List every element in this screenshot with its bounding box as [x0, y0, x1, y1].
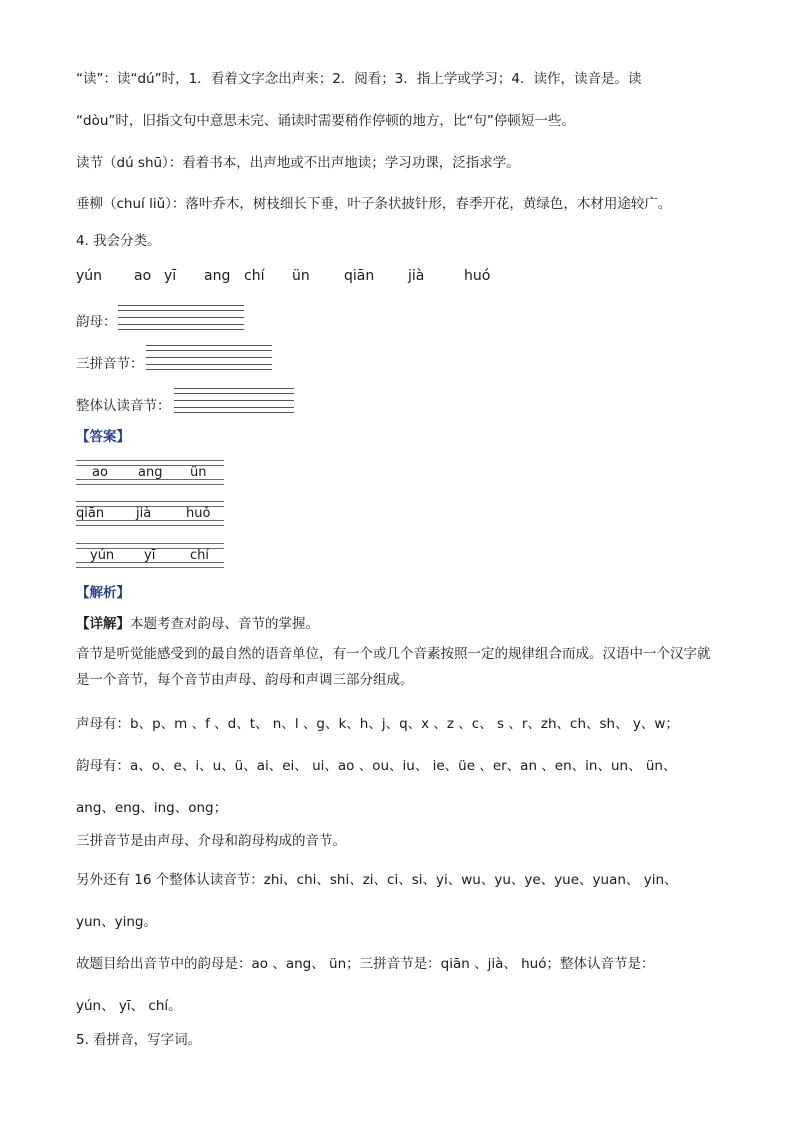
yunmu-label: 韵母：: [76, 314, 117, 330]
yunmu-list-line2: ang、eng、ing、ong；: [76, 800, 228, 816]
sanpin-label: 三拼音节：: [76, 356, 144, 372]
pinyin-item: jià: [408, 268, 425, 284]
pinyin-item: yún: [76, 268, 103, 284]
zhengti-label: 整体认读音节：: [76, 398, 171, 414]
detail-tag: 【详解】: [76, 616, 130, 632]
shengmu-list: 声母有：b、p、m 、f 、d、t、 n、l 、g、k、h、j、q、x 、z 、c、 s 、r、zh、ch、sh、 y、w；: [76, 716, 679, 732]
zhengti-list-line2: yun、ying。: [76, 914, 157, 930]
definition-dushu: 读节（dú shū）：看着书本，出声地或不出声地读；学习功课，泛指求学。: [76, 155, 520, 171]
analysis-tag: 【解析】: [76, 585, 130, 601]
sanpin-writing-lines[interactable]: [146, 345, 272, 369]
conclusion-line1: 故题目给出音节中的韵母是：ao 、ang、 ün；三拼音节是：qiān 、jià、 huó；整体认音节是：: [76, 956, 655, 972]
answer-item: yún: [90, 548, 115, 563]
answer-item: qiān: [76, 506, 105, 521]
question-5-title: 5. 看拼音，写字词。: [76, 1032, 202, 1048]
answer-item: jià: [136, 506, 152, 521]
pinyin-item: ang: [204, 268, 231, 284]
answer-item: ao: [92, 465, 108, 480]
definition-du-line1: “读”：读“dú”时，1．看着文字念出声来；2．阅看；3．指上学或学习；4．读作，读音是。读: [76, 71, 642, 87]
pinyin-item: yī: [164, 268, 177, 284]
answer-item: huǒ: [186, 506, 211, 521]
sanpin-answer-row: [76, 344, 276, 374]
zhengti-answer-row: [76, 386, 306, 416]
sanpin-definition: 三拼音节是由声母、介母和韵母构成的音节。: [76, 833, 346, 849]
answer-item: chí: [190, 548, 209, 563]
pinyin-item: chí: [244, 268, 265, 284]
zhengti-writing-lines[interactable]: [174, 388, 294, 412]
answer-item: ün: [190, 465, 207, 480]
answer-tag: 【答案】: [76, 429, 130, 445]
pinyin-list: [76, 268, 636, 286]
pinyin-item: ao: [134, 268, 152, 284]
answer-row-zhengti: [76, 543, 224, 567]
yunmu-writing-lines[interactable]: [118, 305, 244, 329]
answer-row-yunmu: [76, 460, 224, 484]
answer-item: ang: [138, 465, 163, 480]
definition-du-line2: “dòu”时，旧指文句中意思未完、诵读时需要稍作停顿的地方，比“句”停顿短一些。: [76, 113, 575, 129]
answer-item: yī: [144, 548, 156, 563]
detail-text: 本题考查对韵母、音节的掌握。: [130, 616, 319, 632]
zhengti-list-line1: 另外还有 16 个整体认读音节：zhi、chi、shi、zi、ci、si、yi、wu、yu、ye、yue、yuan、 yin、: [76, 872, 678, 888]
pinyin-item: huó: [464, 268, 491, 284]
pinyin-item: qiān: [344, 268, 375, 284]
yunmu-list-line1: 韵母有：a、o、e、i、u、ü、ai、ei、 ui、ao 、ou、iu、 ie、üe 、er、an 、en、in、un、 ün、: [76, 758, 677, 774]
answer-row-sanpin: [76, 501, 224, 525]
question-4-title: 4. 我会分类。: [76, 233, 161, 249]
yunmu-answer-row: [76, 302, 276, 332]
analysis-detail: [76, 615, 319, 633]
pinyin-item: ün: [292, 268, 310, 284]
conclusion-line2: yún、 yī、 chí。: [76, 998, 182, 1014]
definition-chuiliu: 垂柳（chuí liǔ）：落叶乔木，树枝细长下垂，叶子条状披针形，春季开花，黄绿色，木材用途较广。: [76, 196, 672, 212]
analysis-paragraph-1: 音节是听觉能感受到的最自然的语音单位，有一个或几个音素按照一定的规律组合而成。汉语中一个汉字就是一个音节，每个音节由声母、韵母和声调三部分组成。: [76, 646, 711, 688]
